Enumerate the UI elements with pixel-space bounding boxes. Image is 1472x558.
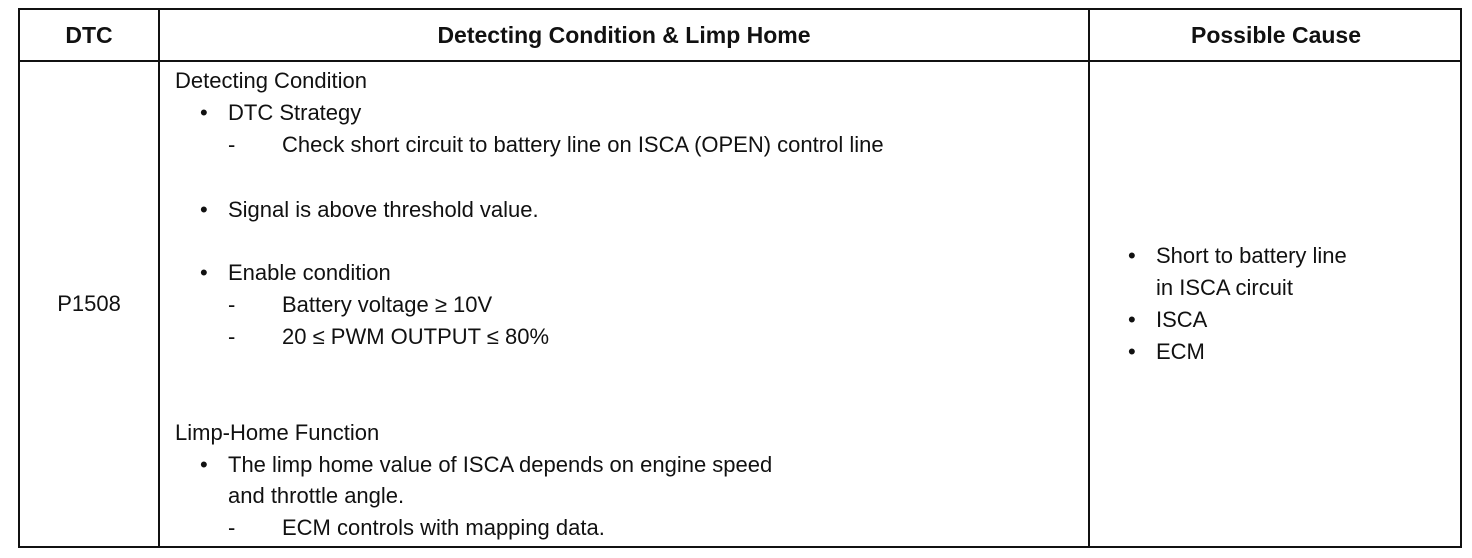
dash: - (228, 292, 236, 317)
detecting-condition-title: Detecting Condition (175, 68, 368, 93)
cause-short-line-1: Short to battery line (1156, 243, 1347, 268)
cause-short-line-2: in ISCA circuit (1156, 275, 1293, 300)
signal-condition: Signal is above threshold value. (228, 197, 539, 222)
header-dtc: DTC (65, 21, 113, 48)
column-divider (158, 10, 160, 546)
bullet: • (1128, 243, 1136, 268)
header-detecting-condition: Detecting Condition & Limp Home (437, 21, 811, 48)
bullet: • (200, 452, 208, 477)
limp-home-item: ECM controls with mapping data. (282, 515, 605, 540)
dtc-table (18, 8, 1462, 548)
dtc-code: P1508 (57, 291, 121, 316)
limp-home-title: Limp-Home Function (175, 420, 380, 445)
bullet: • (1128, 307, 1136, 332)
dash: - (228, 132, 236, 157)
enable-item-battery: Battery voltage ≥ 10V (282, 292, 493, 317)
enable-item-pwm: 20 ≤ PWM OUTPUT ≤ 80% (282, 324, 550, 349)
header-possible-cause: Possible Cause (1190, 21, 1362, 48)
column-divider (1088, 10, 1090, 546)
cause-ecm: ECM (1156, 339, 1205, 364)
dtc-strategy-item: Check short circuit to battery line on ISCA (OPEN) control line (282, 132, 884, 157)
limp-home-line-2: and throttle angle. (228, 483, 405, 508)
bullet: • (200, 100, 208, 125)
dash: - (228, 515, 236, 540)
enable-condition-label: Enable condition (228, 260, 391, 285)
bullet: • (200, 260, 208, 285)
limp-home-line-1: The limp home value of ISCA depends on engine speed (228, 452, 773, 477)
bullet: • (1128, 339, 1136, 364)
header-divider (20, 60, 1460, 62)
dash: - (228, 324, 236, 349)
bullet: • (200, 197, 208, 222)
cause-isca: ISCA (1156, 307, 1208, 332)
dtc-strategy-label: DTC Strategy (228, 100, 362, 125)
